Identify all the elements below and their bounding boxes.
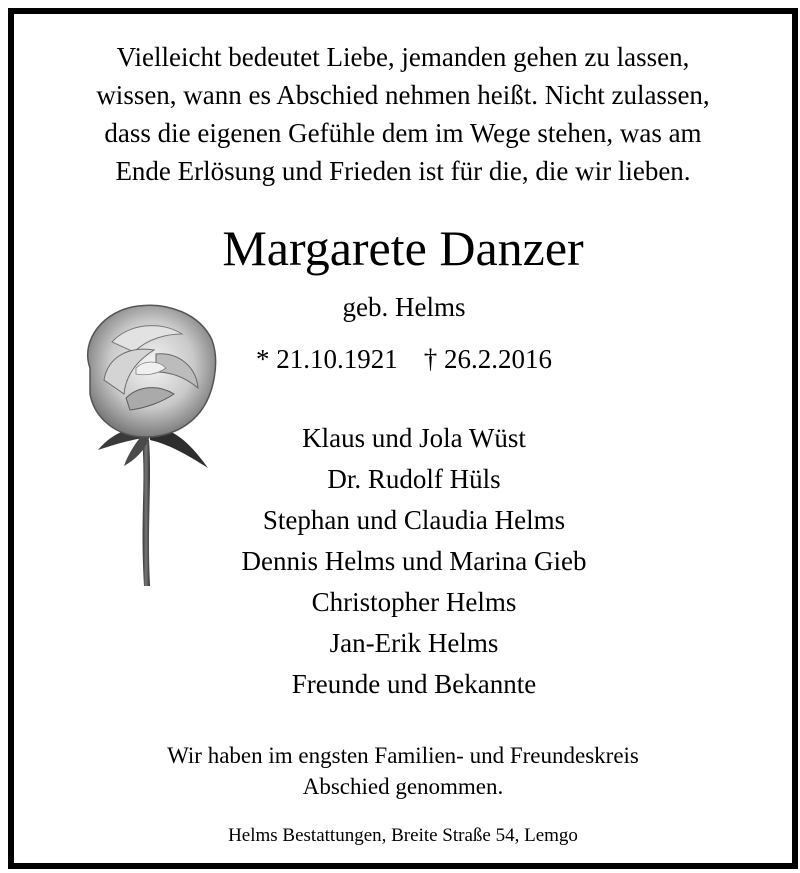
farewell-line: Wir haben im engsten Familien- und Freundeskreis [167,743,639,768]
mourner-entry: Dr. Rudolf Hüls [327,464,501,494]
deceased-name: Margarete Danzer [222,220,584,276]
poem-line: wissen, wann es Abschied nehmen heißt. Nicht zulassen, [96,80,710,110]
mourner-entry: Dennis Helms und Marina Gieb [241,546,587,576]
farewell-line: Abschied genommen. [302,774,504,799]
poem-line: Ende Erlösung und Frieden ist für die, die wir lieben. [115,156,691,186]
mourner-entry: Klaus und Jola Wüst [302,423,526,453]
birth-date: * 21.10.1921 [256,344,398,374]
mourner-entry: Stephan und Claudia Helms [262,505,566,535]
death-date: † 26.2.2016 [423,344,552,374]
undertaker-address: Helms Bestattungen, Breite Straße 54, Lemgo [228,825,578,846]
mourner-entry: Freunde und Bekannte [291,669,537,699]
poem-line: dass die eigenen Gefühle dem im Wege stehen, was am [104,118,702,148]
birth-name: geb. Helms [342,292,466,322]
mourners-list [194,418,634,705]
poem-line: Vielleicht bedeutet Liebe, jemanden gehen zu lassen, [116,42,690,72]
mourner-entry: Jan-Erik Helms [329,628,499,658]
mourner-entry: Christopher Helms [311,587,517,617]
life-dates [204,342,604,376]
memorial-poem [14,38,792,190]
obituary-frame [8,8,798,869]
farewell-note [14,740,792,802]
